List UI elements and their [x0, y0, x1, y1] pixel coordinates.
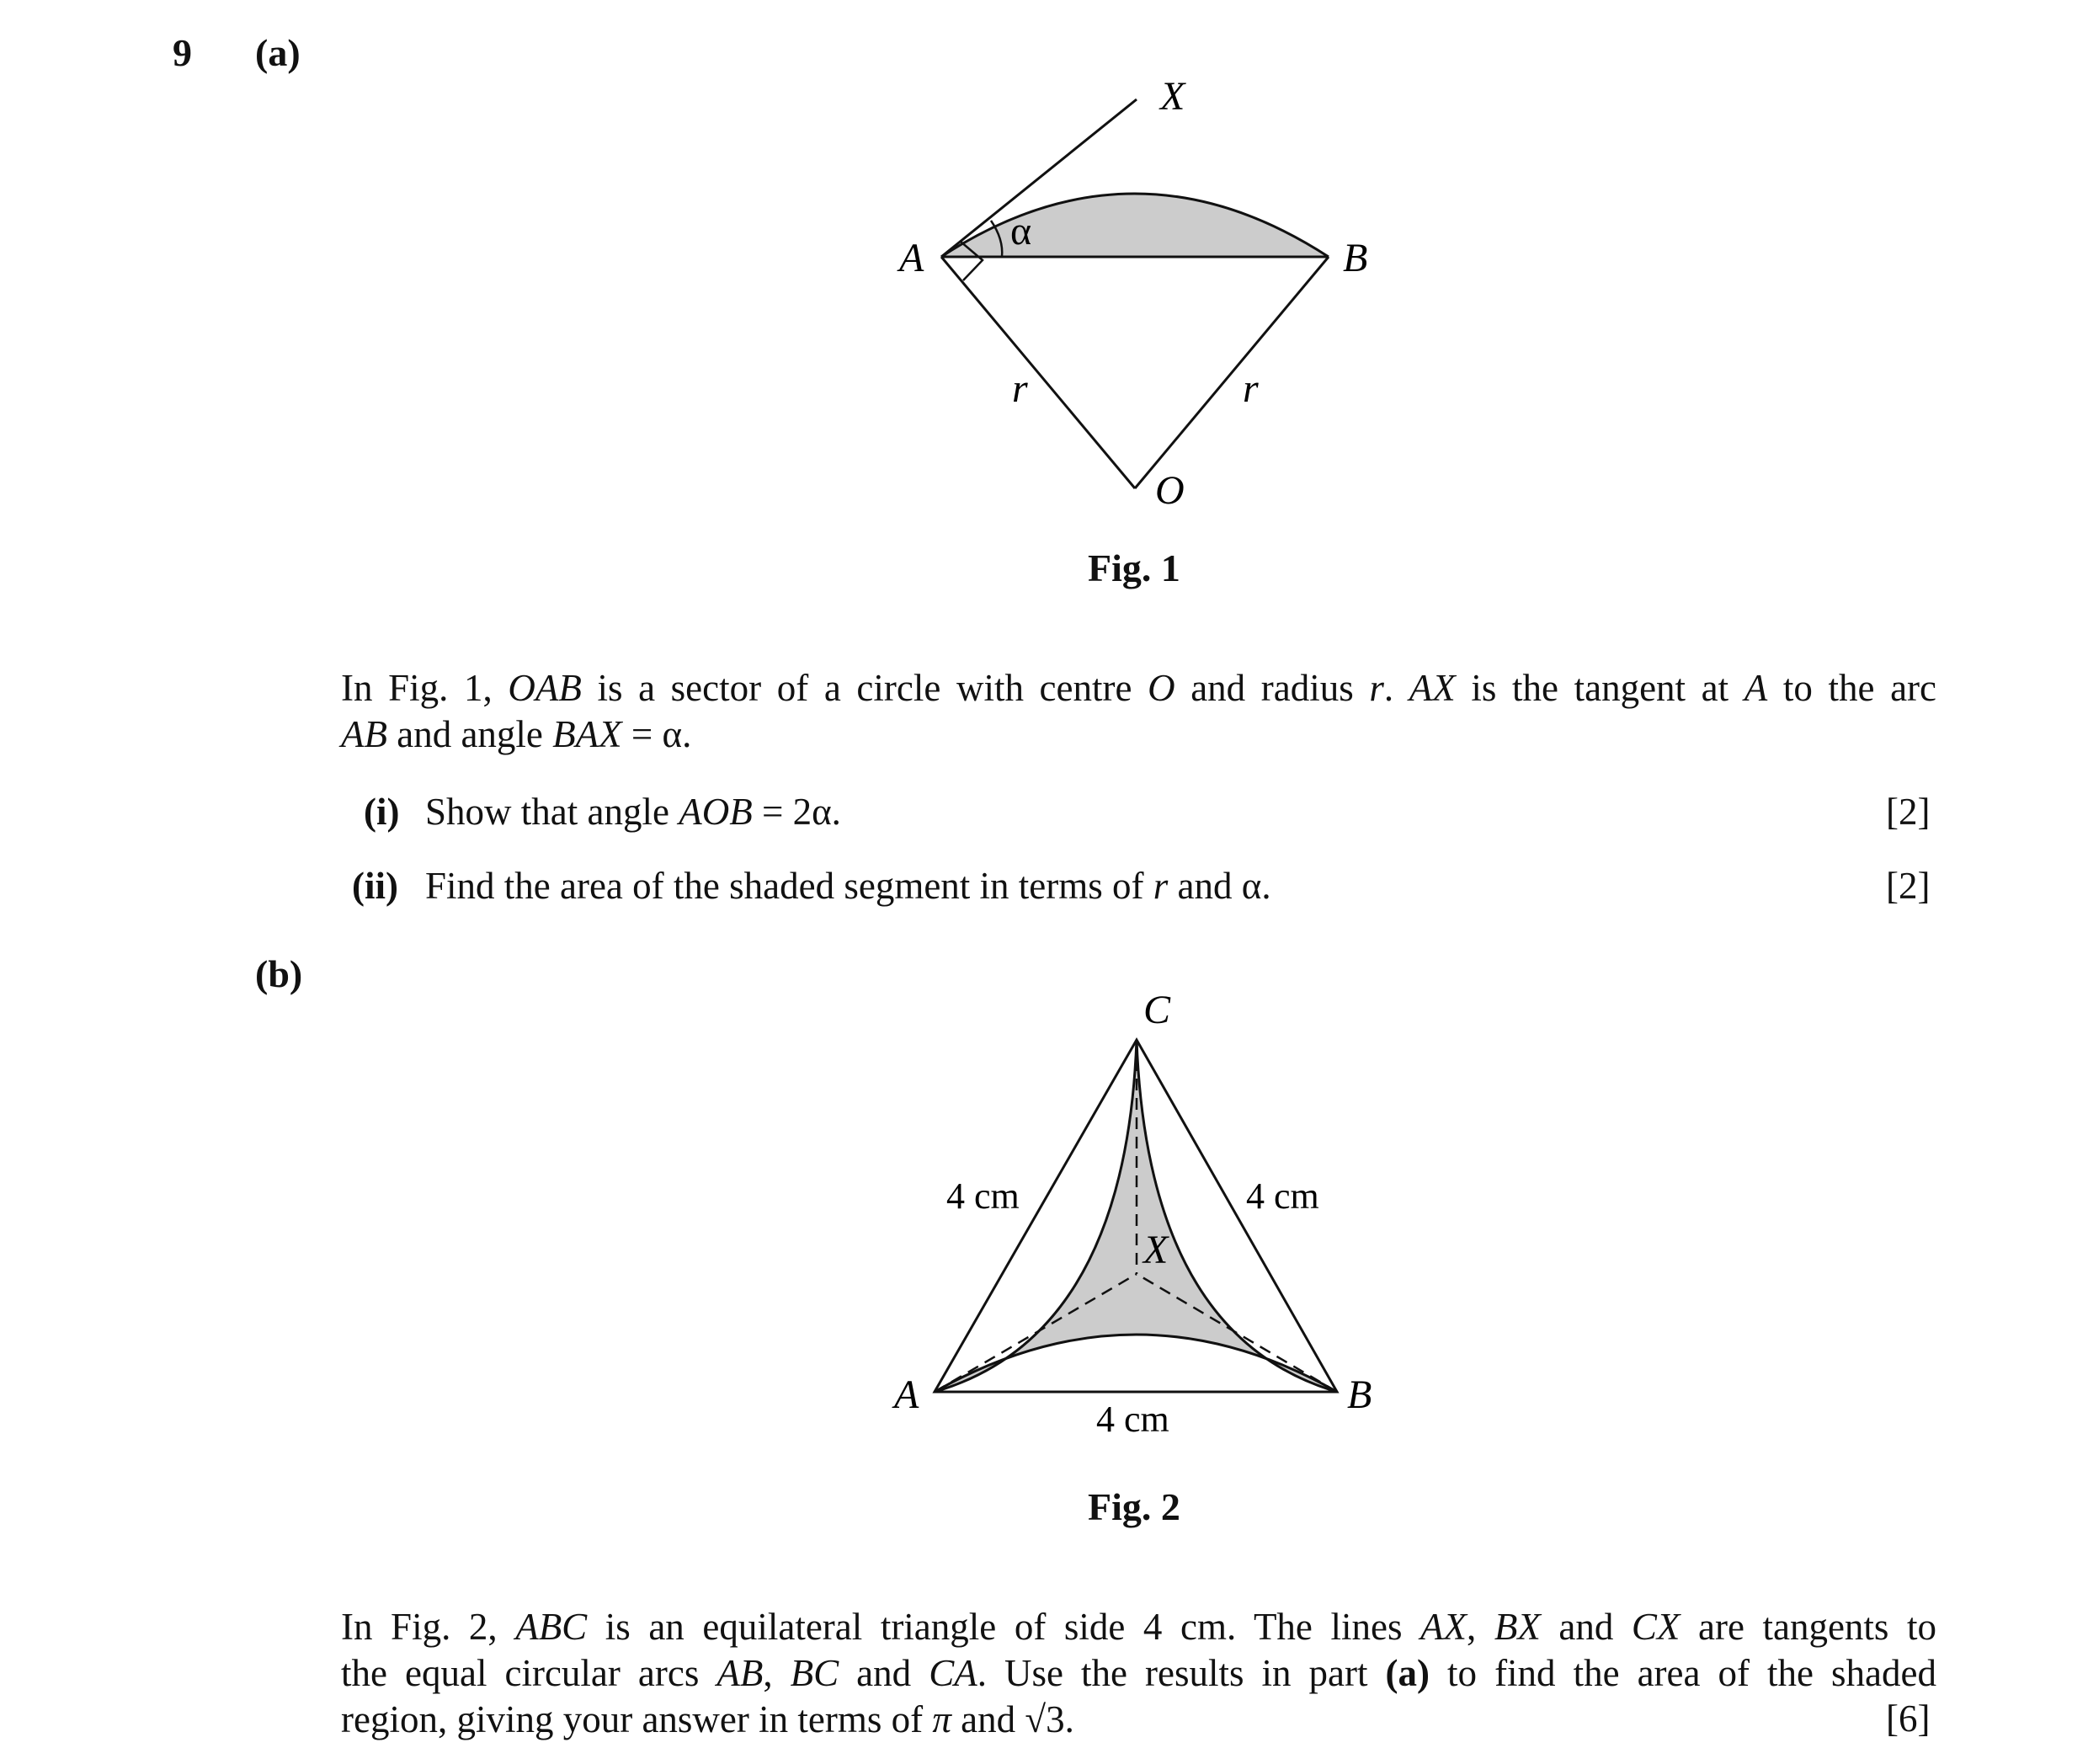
subpart-ii-text: Find the area of the shaded segment in terms of r and α.	[425, 865, 1271, 907]
label-side-left: 4 cm	[946, 1175, 1020, 1217]
label-r-right: r	[1243, 366, 1259, 411]
question-number: 9	[173, 31, 192, 74]
subpart-i-marks: [2]	[1886, 791, 1931, 833]
part-b-line-3: region, giving your answer in terms of π and √3.	[341, 1698, 1074, 1740]
label-o: O	[1155, 468, 1185, 513]
figure-2-caption: Fig. 2	[1088, 1485, 1180, 1528]
label-a: A	[899, 236, 924, 280]
figure-1	[0, 0, 2088, 606]
part-b-line-2: the equal circular arcs AB, BC and CA. Use the results in part (a) to find the area of the shaded	[341, 1652, 1936, 1694]
arc-ab	[935, 1335, 1337, 1392]
part-b-paragraph	[341, 1604, 1936, 1743]
label-x-2: X	[1143, 1228, 1169, 1272]
part-b-marks: [6]	[1886, 1697, 1931, 1740]
part-a-label: (a)	[255, 31, 301, 74]
label-alpha: α	[1010, 209, 1032, 253]
subpart-ii	[352, 864, 398, 908]
part-a-line-2: AB and angle BAX = α.	[341, 713, 692, 755]
part-a-line-1: In Fig. 1, OAB is a sector of a circle with centre O and radius r. AX is the tangent at A to the arc	[341, 667, 1937, 709]
subpart-i-text: Show that angle AOB = 2α.	[425, 791, 841, 833]
label-side-right: 4 cm	[1246, 1175, 1319, 1217]
radius-oa	[941, 257, 1135, 488]
radius-ob	[1135, 257, 1329, 488]
figure-2	[0, 994, 2088, 1499]
part-a-paragraph	[341, 665, 1936, 758]
subpart-i	[364, 790, 399, 834]
label-r-left: r	[1012, 366, 1028, 411]
subpart-ii-marks: [2]	[1886, 865, 1931, 907]
label-b: B	[1343, 236, 1368, 280]
label-a-2: A	[894, 1372, 919, 1417]
part-b-label: (b)	[255, 952, 303, 995]
subpart-ii-label: (ii)	[352, 865, 398, 907]
label-x: X	[1160, 74, 1185, 119]
subpart-i-label: (i)	[364, 791, 400, 833]
part-b-line-1: In Fig. 2, ABC is an equilateral triangle of side 4 cm. The lines AX, BX and CX are tangents to	[341, 1606, 1936, 1648]
label-side-bottom: 4 cm	[1096, 1399, 1169, 1440]
figure-1-caption: Fig. 1	[1088, 546, 1180, 589]
label-c: C	[1143, 994, 1171, 1032]
label-b-2: B	[1347, 1372, 1372, 1417]
